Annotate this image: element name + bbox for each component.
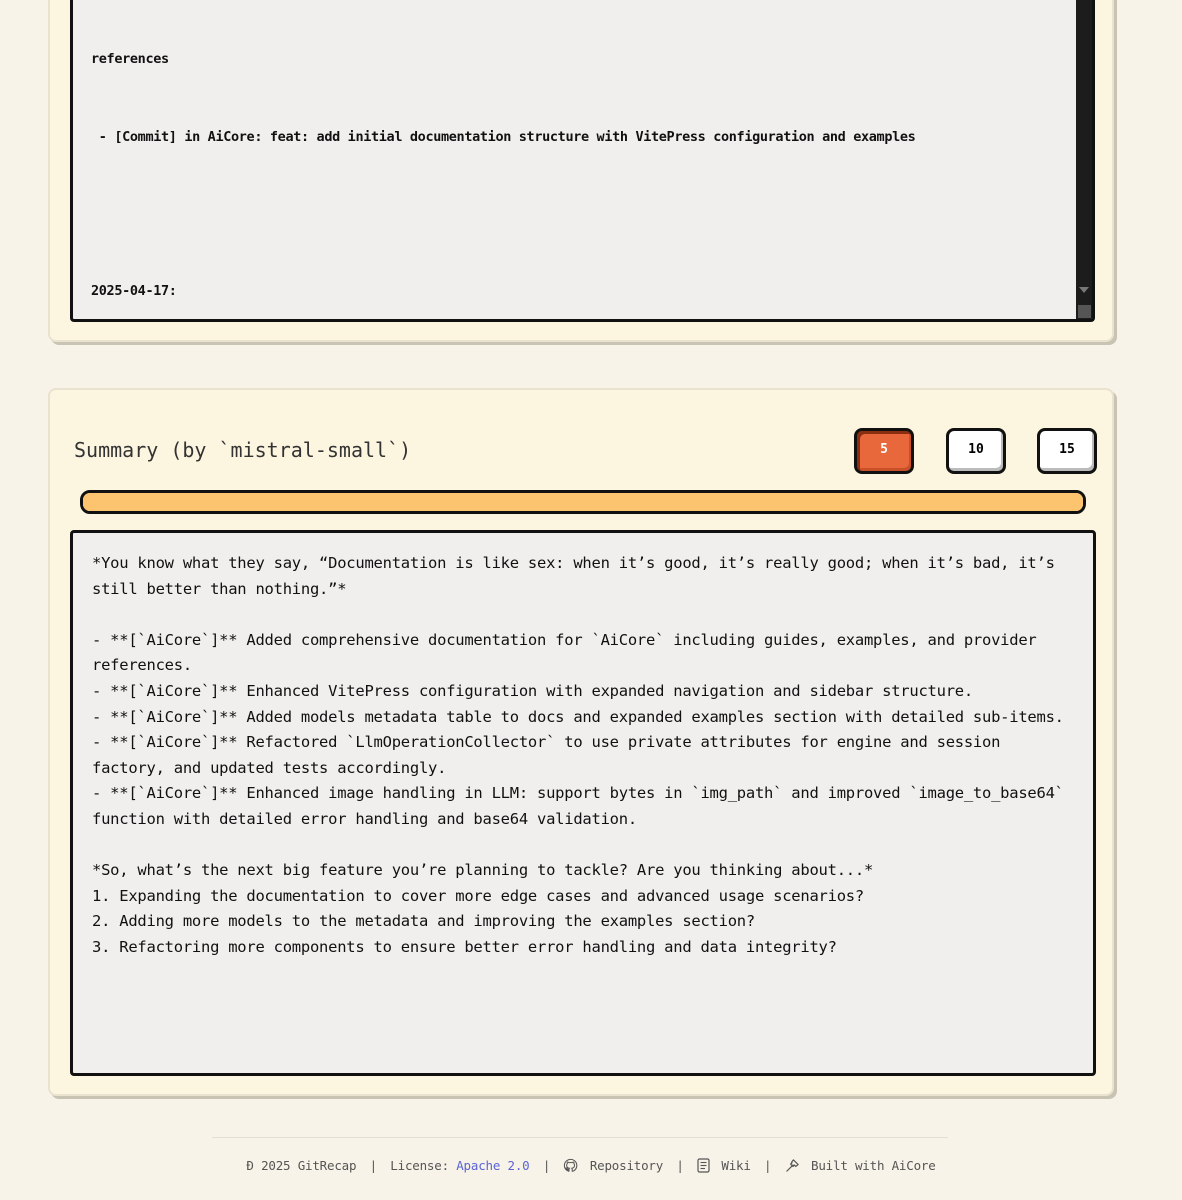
summary-bullet: - **[`AiCore`]** Enhanced VitePress configuration with expanded navigation and sidebar structure.: [92, 681, 973, 700]
wiki-link[interactable]: Wiki: [721, 1158, 751, 1173]
commit-date-heading: 2025-04-17:: [91, 282, 177, 299]
hammer-icon: [785, 1158, 800, 1176]
summary-bullet: - **[`AiCore`]** Enhanced image handling in LLM: support bytes in `img_path` and improved `image_to_base64` function with detailed error handling and base64 validation.: [92, 784, 1064, 828]
commit-log-scrollbar[interactable]: [1076, 0, 1092, 319]
commit-line: - [Commit] in AiCore: feat: add initial documentation structure with VitePress configuration and examples: [91, 128, 916, 145]
summary-bullet: - **[`AiCore`]** Added models metadata table to docs and expanded examples section with detailed sub-items.: [92, 707, 1064, 726]
summary-panel: [48, 388, 1114, 1096]
resize-grip-icon[interactable]: [1078, 305, 1091, 318]
footer-divider: [212, 1137, 948, 1138]
summary-option: 1. Expanding the documentation to cover more edge cases and advanced usage scenarios?: [92, 886, 864, 905]
summary-option: 3. Refactoring more components to ensure better error handling and data integrity?: [92, 937, 837, 956]
count-5-label: 5: [880, 441, 888, 457]
commit-line: [91, 202, 1062, 228]
count-10-button[interactable]: [946, 428, 1006, 474]
count-15-label: 15: [1059, 441, 1075, 457]
footer-separator: |: [542, 1158, 551, 1173]
summary-title: Summary (by `mistral-small`): [74, 438, 412, 462]
document-icon: [697, 1158, 710, 1176]
built-with-link[interactable]: Built with AiCore: [811, 1158, 936, 1173]
footer-separator: |: [369, 1158, 377, 1173]
summary-option: 2. Adding more models to the metadata and improving the examples section?: [92, 912, 755, 931]
summary-textarea[interactable]: [70, 530, 1096, 1076]
repository-link[interactable]: Repository: [589, 1158, 664, 1173]
commit-line: references: [91, 51, 169, 68]
footer-separator: |: [764, 1158, 772, 1173]
count-15-button[interactable]: [1037, 428, 1097, 474]
license-link[interactable]: Apache 2.0: [456, 1158, 530, 1173]
github-icon: [563, 1158, 578, 1176]
footer-license-label: License:: [390, 1158, 449, 1173]
footer: [0, 1158, 1182, 1176]
progress-bar-fill: [83, 493, 1083, 511]
summary-intro: *You know what they say, “Documentation is like sex: when it’s good, it’s really good; when it’s bad, it’s still better than nothing.”*: [92, 554, 1055, 598]
footer-separator: |: [676, 1158, 684, 1173]
summary-question: *So, what’s the next big feature you’re planning to tackle? Are you thinking about...*: [92, 861, 874, 880]
count-5-button[interactable]: [854, 428, 914, 474]
commit-log-panel: [48, 0, 1114, 342]
count-10-label: 10: [968, 441, 984, 457]
commit-log-content: [91, 0, 1062, 322]
progress-bar: [80, 490, 1086, 514]
summary-content: [92, 551, 1069, 961]
scroll-down-arrow-icon[interactable]: [1079, 287, 1089, 293]
summary-bullet: - **[`AiCore`]** Added comprehensive documentation for `AiCore` including guides, examples, and provider references.: [92, 630, 1037, 675]
footer-copyright: Ð 2025 GitRecap: [246, 1158, 357, 1173]
commit-log-textarea[interactable]: [70, 0, 1095, 322]
summary-bullet: - **[`AiCore`]** Refactored `LlmOperationCollector` to use private attributes for engine and session factory, and updated tests accordingly.: [92, 733, 1001, 777]
